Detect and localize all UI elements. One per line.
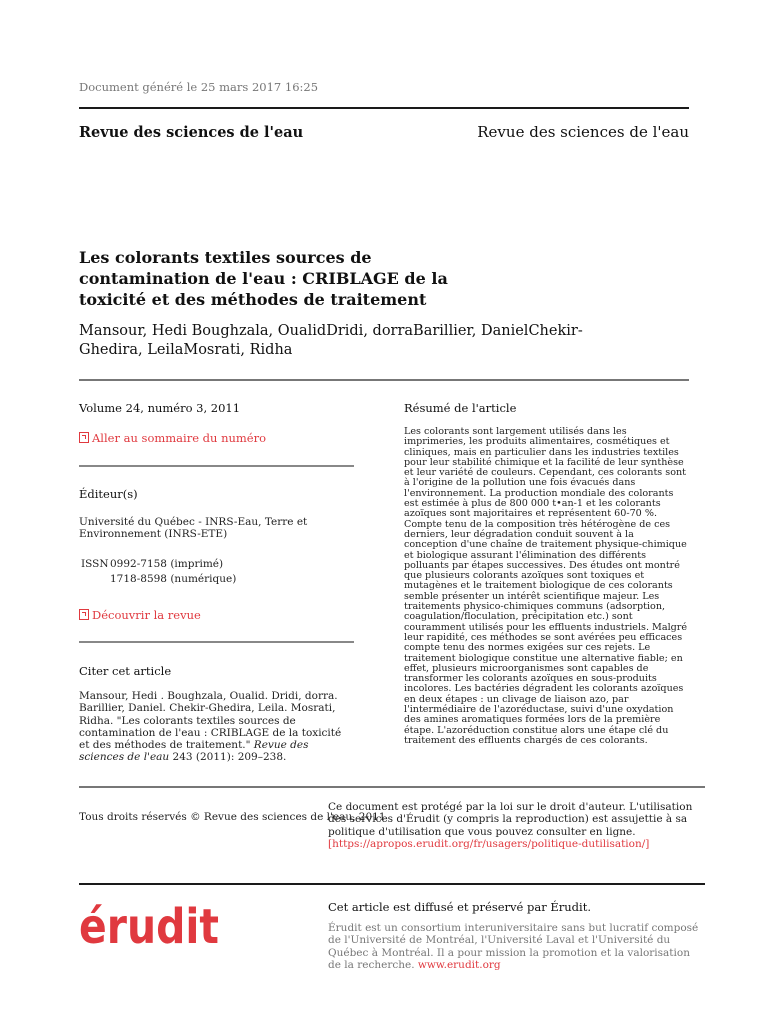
erudit-link[interactable]: www.erudit.org bbox=[417, 958, 501, 971]
article-title: Les colorants textiles sources de contamination de l'eau : CRIBLAGE de la toxicité et des méthodes de traitement bbox=[79, 248, 448, 309]
citation-main: Mansour, Hedi . Boughzala, Oualid. Dridi, dorra. Barillier, Daniel. Chekir-Ghedira, Leila. Mosrati, Ridha. "Les colorants textiles sources de contamination de l'eau : CRIBLAGE de la toxicité et des méthodes de traitement." bbox=[79, 690, 342, 752]
svg-text:érudit: érudit bbox=[79, 899, 219, 955]
toc-link[interactable] bbox=[79, 431, 266, 445]
issn-print: 0992-7158 (imprimé) bbox=[110, 558, 224, 570]
rights-notice: Tous droits réservés © Revue des sciences de l'eau, 2011 bbox=[79, 811, 386, 823]
policy-link[interactable]: [https://apropos.erudit.org/fr/usagers/politique-dutilisation/] bbox=[328, 837, 650, 850]
sidebar-rule-1 bbox=[79, 465, 354, 467]
volume-info: Volume 24, numéro 3, 2011 bbox=[79, 401, 241, 415]
issn-label: ISSN bbox=[81, 558, 109, 570]
consortium-notice bbox=[328, 922, 703, 971]
article-authors: Mansour, Hedi Boughzala, OualidDridi, dorraBarillier, DanielChekir-Ghedira, LeilaMosrati, Ridha bbox=[79, 323, 583, 358]
publisher-heading: Éditeur(s) bbox=[79, 487, 138, 501]
top-rule bbox=[79, 107, 689, 109]
citation-tail: 243 (2011): 209–238. bbox=[172, 751, 287, 764]
citation bbox=[79, 690, 351, 764]
erudit-logo-svg bbox=[79, 895, 221, 955]
generated-date: Document généré le 25 mars 2017 16:25 bbox=[79, 80, 319, 94]
toc-link-label: Aller au sommaire du numéro bbox=[92, 431, 267, 445]
publisher-name: Université du Québec - INRS-Eau, Terre et Environnement (INRS-ETE) bbox=[79, 516, 308, 541]
abstract-text: Les colorants sont largement utilisés dans les imprimeries, les produits alimentaires, cosmétiques et cliniques, mais en particulier dans les industries textiles pour leur stabilité chimique et la facilité de leur synthèse et leur variété de couleurs. Cependant, ces colorants sont à l'origine de la pollution une fois évacués dans l'environnement. La production mondiale des colorants est estimée à plus de 800 000 t•an-1 et les colorants azoïques sont majoritaires et représentent 60-70 %. Compte tenu de la composition très hétérogène de ces derniers, leur dégradation conduit souvent à la conception d'une chaîne de traitement physique-chimique et biologique assurant l'élimination des différents polluants par étapes successives. Des études ont montré que plusieurs colorants azoïques sont toxiques et mutagènes et le traitement biologique de ces colorants semble présenter un intérêt scientifique majeur. Les traitements physico-chimiques communs (adsorption, coagulation/floculation, précipitation etc.) sont couramment utilisés pour les effluents industriels. Malgré leur rapidité, ces méthodes se sont avérées peu efficaces compte tenu des normes exigées sur ces rejets. Le traitement biologique constitue une alternative fiable; en effet, plusieurs microorganismes sont capables de transformer les colorants azoïques en sous-produits incolores. Les bactéries dégradent les colorants azoïques en deux étapes : un clivage de liaison azo, par l'intermédiaire de l'azoréductase, suivi d'une oxydation des amines aromatiques formées lors de la première étape. L'azoréduction constitue alors une étape clé du traitement des effluents chargés de ces colorants. bbox=[404, 426, 688, 746]
erudit-logo bbox=[79, 895, 221, 962]
sidebar-rule-2 bbox=[79, 641, 354, 643]
cite-heading: Citer cet article bbox=[79, 664, 172, 678]
abstract-heading: Résumé de l'article bbox=[404, 401, 517, 415]
issn-digital: 1718-8598 (numérique) bbox=[110, 573, 237, 585]
discover-link[interactable] bbox=[79, 608, 201, 622]
copyright-notice bbox=[328, 801, 698, 850]
journal-name-left: Revue des sciences de l'eau bbox=[79, 124, 304, 141]
journal-name-right: Revue des sciences de l'eau bbox=[477, 123, 689, 141]
erudit-rule bbox=[79, 883, 705, 885]
footer-rule bbox=[79, 786, 705, 788]
diffusion-notice: Cet article est diffusé et préservé par Érudit. bbox=[328, 900, 591, 914]
copyright-text: Ce document est protégé par la loi sur le droit d'auteur. L'utilisation des services d'Érudit (y compris la reproduction) est assujettie à sa politique d'utilisation que vous pouvez consulter en ligne. bbox=[328, 801, 693, 838]
consortium-text: Érudit est un consortium interuniversitaire sans but lucratif composé de l'Université de Montréal, l'Université Laval et l'Université du Québec à Montréal. Il a pour mission la promotion et la valorisation de la recherche. bbox=[328, 922, 699, 971]
external-link-icon bbox=[79, 432, 89, 443]
citation-journal: Revue des sciences de l'eau bbox=[79, 739, 309, 764]
title-rule bbox=[79, 379, 689, 381]
external-link-icon bbox=[79, 609, 89, 620]
discover-link-label: Découvrir la revue bbox=[92, 608, 201, 622]
